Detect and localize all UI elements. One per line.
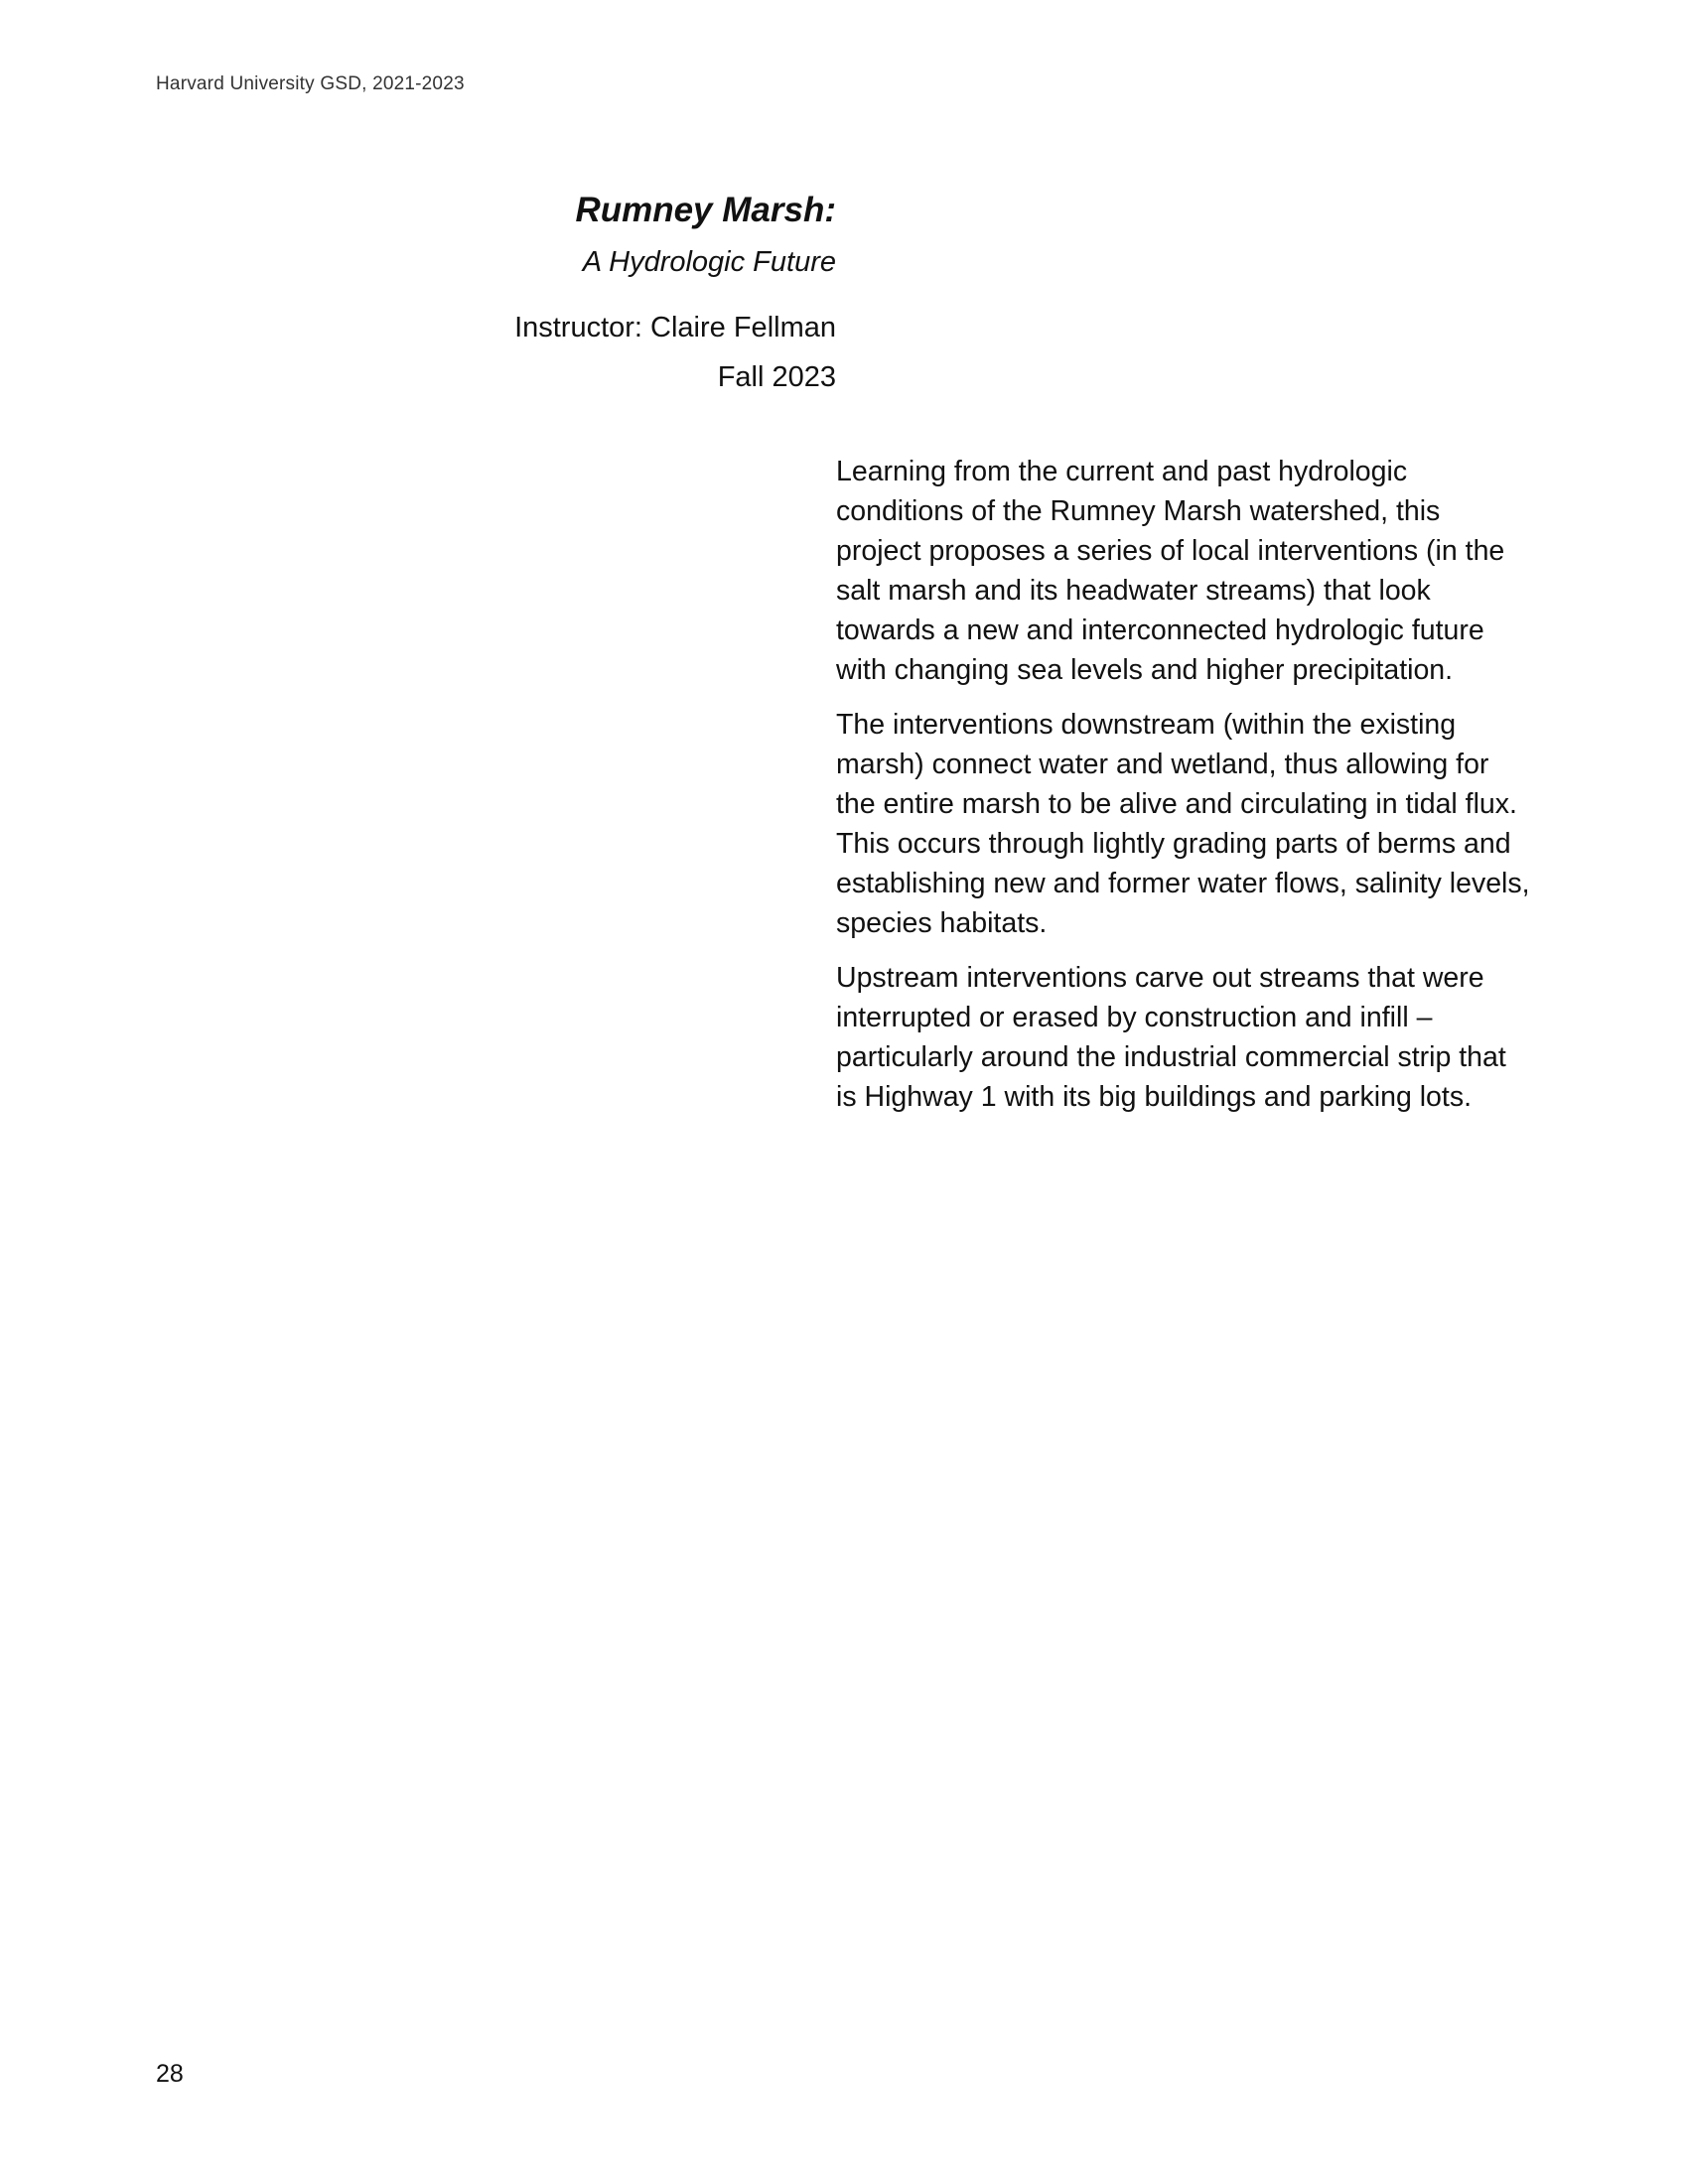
project-meta [240,303,836,402]
project-title: Rumney Marsh: [575,191,836,229]
running-head: Harvard University GSD, 2021-2023 [156,73,465,94]
project-description [836,452,1531,1132]
paragraph-2: The interventions downstream (within the existing marsh) connect water and wetland, thus allowing for the entire marsh to be alive and circulating in tidal flux. This occurs through lightly grading parts of berms and establishing new and former water flows, salinity levels, species habitats. [836,709,1530,939]
instructor-line: Instructor: Claire Fellman [514,312,836,343]
page-number: 28 [156,2060,184,2088]
term-line: Fall 2023 [717,361,836,393]
paragraph-3: Upstream interventions carve out streams that were interrupted or erased by construction and infill – particularly around the industrial commercial strip that is Highway 1 with its big buildings and parking lots. [836,962,1506,1113]
project-subtitle: A Hydrologic Future [582,246,836,278]
title-block [240,184,836,402]
paragraph-1: Learning from the current and past hydrologic conditions of the Rumney Marsh watershed, this project proposes a series of local interventions (in the salt marsh and its headwater streams) that look towards a new and interconnected hydrologic future with changing sea levels and higher precipitation. [836,456,1505,686]
